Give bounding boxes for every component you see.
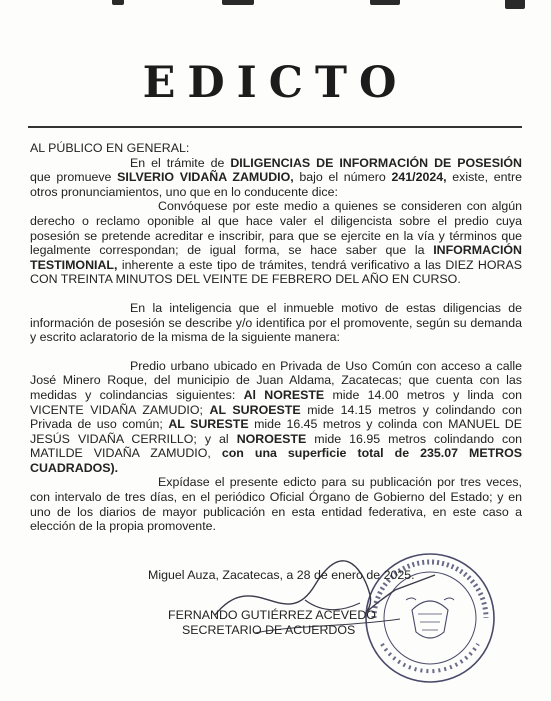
testimonial-label: INFORMACIÓN TESTIMONIAL,	[30, 243, 522, 272]
signer-name: FERNANDO GUTIÉRREZ ACEVEDO	[168, 608, 376, 622]
boundary-southeast-label: AL SURESTE	[168, 417, 249, 432]
top-edge-mark	[222, 0, 254, 5]
paragraph-summons: Convóquese por este medio a quienes se consideren con algún derecho o reclamo oponible al que hace valer el diligencista sobre el predio cuya posesión se pretende acreditar e inscribir, para que se ejercite en la vía y términos que legalmente correspondan; de igual forma, se hace saber que la INFORMACIÓN TESTIMONIAL, inherente a este tipo de trámites, tendrá verificativo a las DIEZ HORAS CON TREINTA MINUTOS DEL VEINTE DE FEBRERO DEL AÑO EN CURSO.	[30, 199, 522, 287]
procedure-name: DILIGENCIAS DE INFORMACIÓN DE POSESIÓN	[230, 155, 522, 170]
boundary-northeast-label: Al NORESTE	[243, 387, 325, 402]
top-edge-mark	[112, 0, 124, 5]
place-and-date: Miguel Auza, Zacatecas, a 28 de enero de 2025.	[148, 568, 415, 582]
paragraph-property-description: Predio urbano ubicado en Privada de Uso Común con acceso a calle José Minero Roque, del municipio de Juan Aldama, Zacatecas; que cuenta con las medidas y colindancias siguientes: Al NORESTE mide 14.00 metros y linda con VICENTE VIDAÑA ZAMUDIO; AL SUROESTE mide 14.15 metros y colindando con Privada de uso común; AL SURESTE mide 16.45 metros y colinda con MANUEL DE JESÚS VIDAÑA CERRILLO; y al NOROESTE mide 16.95 metros colindando con MATILDE VIDAÑA ZAMUDIO, con una superficie total de 235.07 METROS CUADRADOS).	[30, 358, 523, 475]
total-surface: con una superficie total de 235.07 METROS CUADRADOS).	[30, 446, 523, 475]
signer-title: SECRETARIO DE ACUERDOS	[182, 623, 356, 637]
top-edge-mark	[370, 0, 400, 5]
paragraph-procedure: En el trámite de DILIGENCIAS DE INFORMACIÓN DE POSESIÓN que promueve SILVERIO VIDAÑA ZAMUDIO, bajo el número 241/2024, existe, entre otros pronunciamientos, uno que en lo conducente dice:	[30, 155, 522, 199]
case-number: 241/2024,	[391, 170, 447, 185]
top-edge-mark	[505, 0, 525, 9]
paragraph-publication: Expídase el presente edicto para su publicación por tres veces, con intervalo de tres días, en el periódico Oficial Órgano de Gobierno del Estado; y en uno de los diarios de mayor publicación en esta entidad federativa, en este caso a elección de la propia promovente.	[30, 475, 522, 534]
document-title: EDICTO	[142, 58, 409, 108]
promoter-name: SILVERIO VIDAÑA ZAMUDIO,	[117, 170, 294, 185]
salutation: AL PÚBLICO EN GENERAL:	[30, 141, 190, 155]
boundary-northwest-label: NOROESTE	[236, 431, 307, 446]
boundary-southwest-label: AL SUROESTE	[209, 402, 301, 417]
title-divider	[28, 126, 522, 128]
document-body	[30, 141, 522, 534]
paragraph-property-intro: En la inteligencia que el inmueble motivo de estas diligencias de información de posesión se describe y/o identifica por el promovente, según su demanda y escrito aclaratorio de la misma de la siguiente manera:	[30, 300, 522, 345]
